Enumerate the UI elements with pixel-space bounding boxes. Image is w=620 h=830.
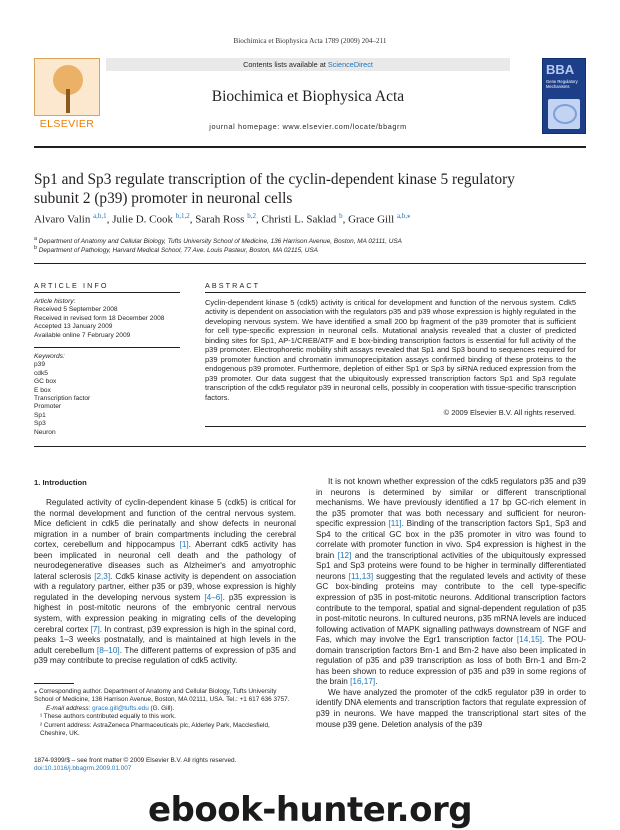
affiliation-a-text: Department of Anatomy and Cellular Biology, Tufts University School of Medicine, 136 Harrison Avenue, Boston, MA 02111, USA bbox=[38, 238, 402, 246]
author-name: Grace Gill bbox=[348, 213, 395, 226]
header-rule bbox=[34, 263, 586, 264]
abstract-heading: ABSTRACT bbox=[205, 281, 261, 290]
masthead-center bbox=[106, 58, 510, 134]
article-title-line-1: Sp1 and Sp3 regulate transcription of the cyclin-dependent kinase 5 regulatory bbox=[34, 171, 515, 188]
doi-link[interactable]: doi:10.1016/j.bbagrm.2009.01.007 bbox=[34, 765, 132, 773]
affiliation-b-marker: b bbox=[34, 245, 37, 251]
issn-block bbox=[34, 757, 296, 774]
author-separator: , bbox=[342, 213, 349, 226]
intro-paragraph-2 bbox=[316, 477, 586, 686]
keyword-item: E box bbox=[34, 386, 51, 394]
author-name: Julie D. Cook bbox=[112, 213, 173, 226]
paragraph-text: It is not known whether expression of the cdk5 regulators p35 and p39 in neurons is determined by similar or different transcriptional mechanisms. We have previously identified a 17 bp GC-rich element in the p35 promoter that was both necessary and sufficient for neuron-specific expression bbox=[316, 477, 586, 529]
keyword-item: Sp3 bbox=[34, 420, 46, 428]
paragraph-text: . Cdk5 kinase activity is dependent on association with a regulatory partner, either p35 or p39, whose expression is highly regulated in the developing nervous system bbox=[34, 571, 296, 602]
paragraph-text: Regulated activity of cyclin-dependent kinase 5 (cdk5) is critical for the normal development and function of the central nervous system. Mice deficient in cdk5 die perinatally and show defects in neuronal migration in a number of brain compartments including the cerebral cortex, cerebellum and hippocampus bbox=[34, 498, 296, 550]
paragraph-text: . The POU-domain transcription factors Brn-1 and Brn-2 have also been implicated in regulation of p35 and p39 transcription as loss of both Brn-1 and Brn-2 has been shown to reduce expression of p35 and p39 in some regions of the brain bbox=[316, 635, 586, 687]
history-revised: Received in revised form 18 December 2008 bbox=[34, 314, 165, 322]
corresponding-author-note: ⁎ Corresponding author. Department of Anatomy and Cellular Biology, Tufts University School of Medicine, 136 Harrison Avenue, Boston, MA 02111, USA. Tel.: +1 617 636 3757. bbox=[34, 688, 290, 704]
intro-left-column bbox=[34, 498, 296, 667]
email-label: E-mail address: bbox=[46, 704, 93, 712]
cover-bba: BBA bbox=[546, 62, 575, 77]
affiliation-a bbox=[34, 236, 594, 245]
abstract-rule bbox=[205, 292, 586, 293]
email-note bbox=[34, 705, 296, 713]
author-affiliation-marker[interactable]: a,b,⁎ bbox=[396, 212, 411, 220]
journal-homepage[interactable]: journal homepage: www.elsevier.com/locate/bbagrm bbox=[209, 122, 407, 131]
history-received: Received 5 September 2008 bbox=[34, 306, 118, 314]
contents-prefix: Contents lists available at bbox=[243, 60, 328, 69]
author-separator: , bbox=[106, 213, 113, 226]
keyword-item: Promoter bbox=[34, 403, 62, 411]
author-name: Christi L. Saklad bbox=[261, 213, 337, 226]
intro-paragraph-1 bbox=[34, 498, 296, 665]
author-separator: , bbox=[189, 213, 196, 226]
abstract-bottom-rule bbox=[205, 426, 586, 427]
paragraph-text: . p35 expression is highest in post-mitotic neurons of the embryonic central nervous system, with expression peaking in migrating cells of the developing cerebral cortex bbox=[34, 592, 296, 634]
paragraph-text: suggesting that the regulated levels and activity of these GC box-binding proteins may contribute to the cell type-specific expression of p35 in post-mitotic neurons. Additional transcription factors contribute to the temporal, spatial and signal-dependent regulation of p35 in post-mitotic neurons. In cultured neurons, p35 mRNA levels are induced following activation of MAPK signalling pathways downstream of NGF and Fas, which may involve the Egr1 transcription factor bbox=[316, 571, 586, 645]
journal-cover-thumbnail[interactable] bbox=[542, 58, 586, 134]
citation-link[interactable]: [1] bbox=[179, 540, 189, 550]
citation-link[interactable]: [12] bbox=[337, 550, 352, 560]
article-info-rule bbox=[34, 292, 180, 293]
keyword-item: p39 bbox=[34, 361, 46, 369]
author-affiliation-marker[interactable]: b,1,2 bbox=[175, 212, 190, 220]
citation-link[interactable]: [11] bbox=[388, 519, 402, 529]
article-history bbox=[34, 298, 180, 340]
author-separator: , bbox=[255, 213, 262, 226]
masthead-rule bbox=[34, 146, 586, 148]
front-matter-rule bbox=[34, 446, 586, 447]
keyword-item: GC box bbox=[34, 378, 57, 386]
citation-link[interactable]: [7] bbox=[90, 624, 100, 634]
keyword-item: Neuron bbox=[34, 428, 56, 436]
citation-link[interactable]: [14,15] bbox=[516, 635, 542, 645]
affiliation-b-text: Department of Pathology, Harvard Medical School, 77 Ave. Louis Pasteur, Boston, MA 02115, USA bbox=[38, 247, 318, 255]
citation-link[interactable]: [4–6] bbox=[204, 592, 223, 602]
affiliation-a-marker: a bbox=[34, 236, 37, 242]
introduction-heading: 1. Introduction bbox=[34, 478, 87, 487]
email-link[interactable]: grace.gill@tufts.edu bbox=[92, 704, 149, 712]
history-online: Available online 7 February 2009 bbox=[34, 331, 131, 339]
keywords-label: Keywords: bbox=[34, 353, 65, 360]
citation-link[interactable]: [2,3] bbox=[94, 571, 111, 581]
journal-title: Biochimica et Biophysica Acta bbox=[211, 88, 405, 105]
affiliation-b bbox=[34, 245, 594, 254]
email-suffix: (G. Gill). bbox=[148, 704, 175, 712]
article-title-line-2: subunit 2 (p39) promoter in neuronal cells bbox=[34, 190, 293, 207]
article-info-heading: ARTICLE INFO bbox=[34, 281, 109, 290]
author-affiliation-marker[interactable]: b bbox=[339, 212, 343, 220]
history-rule bbox=[34, 347, 180, 348]
article-title bbox=[34, 170, 594, 208]
cover-subtitle: Gene Regulatory Mechanisms bbox=[546, 79, 578, 89]
paragraph-text: . Aberrant cdk5 activity has been implicated in neuronal cell death and the pathology of neurodegenerative diseases such as Alzheimer's and amyotrophic lateral sclerosis bbox=[34, 540, 296, 581]
sciencedirect-link[interactable]: ScienceDirect bbox=[327, 60, 373, 69]
footnotes bbox=[34, 688, 296, 738]
intro-right-column bbox=[316, 477, 586, 730]
author-affiliation-marker[interactable]: a,b,1 bbox=[93, 212, 107, 220]
citation-link[interactable]: [8–10] bbox=[96, 645, 120, 655]
abstract-copyright: © 2009 Elsevier B.V. All rights reserved. bbox=[443, 408, 576, 417]
keyword-item: Transcription factor bbox=[34, 395, 91, 403]
cover-art-icon bbox=[548, 99, 580, 129]
journal-masthead bbox=[34, 58, 586, 138]
watermark: ebook-hunter.org bbox=[148, 790, 473, 830]
abstract-text: Cyclin-dependent kinase 5 (cdk5) activity is critical for development and function of the nervous system. Cdk5 activity is dependent on association with the regulators p35 and p39 whose expression is highly regulated in the developing nervous system. We have identified a small 200 bp fragment of the p39 promoter that is sufficient for cell type-specific expression in neuronal cells. Mutational analysis revealed that a cluster of predicted binding sites for Sp1, AP-1/CREB/ATF and E box-binding transcription factors is essential for full activity of the p39 promoter. Electrophoretic mobility shift assays revealed that Sp1 and Sp3 bound to sequences required for p39 promoter function and chromatin immunoprecipitation assays confirmed binding of these proteins to the endogenous p39 promoter. Furthermore, depletion of either Sp1 or Sp3 by siRNA reduced expression from the p39 promoter. Our data suggest that the ubiquitously expressed transcription factors Sp1 and Sp3 regulate transcription of the cdk5 regulator p39 in neuronal cells, possibly in cooperation with tissue-specific transcription factors. bbox=[205, 298, 576, 402]
author-name: Sarah Ross bbox=[195, 213, 245, 226]
footnote-rule bbox=[34, 683, 74, 684]
keyword-item: cdk5 bbox=[34, 369, 48, 377]
journal-citation: Biochimica et Biophysica Acta 1789 (2009) 204–211 bbox=[233, 37, 387, 45]
history-label: Article history: bbox=[34, 298, 76, 305]
intro-paragraph-3: We have analyzed the promoter of the cdk5 regulator p39 in order to identify DNA elements and transcription factors that regulate expression of p39 in neurons. We have mapped the transcriptional start sites of the mouse p39 gene. Deletion analysis of the p39 bbox=[316, 687, 586, 729]
citation-link[interactable]: [16,17] bbox=[350, 677, 376, 687]
keyword-item: Sp1 bbox=[34, 411, 46, 419]
paragraph-text: and the transcriptional activities of the ubiquitously expressed Sp1 and Sp3 proteins were found to be higher in terminally differentiated neurons bbox=[316, 550, 586, 581]
author-affiliation-marker[interactable]: b,2 bbox=[247, 212, 256, 220]
elsevier-logo[interactable] bbox=[34, 58, 100, 134]
history-accepted: Accepted 13 January 2009 bbox=[34, 323, 113, 331]
paragraph-text: . In contrast, p39 expression is high in the spinal cord, peaks 1–3 weeks postnatally, and is maintained at high levels in the adult cerebellum bbox=[34, 624, 296, 655]
author-list bbox=[34, 212, 594, 226]
author-name: Alvaro Valin bbox=[34, 213, 91, 226]
contents-bar bbox=[106, 58, 510, 71]
keywords-block bbox=[34, 353, 180, 437]
citation-link[interactable]: [11,13] bbox=[348, 571, 374, 581]
footnote-1: ¹ These authors contributed equally to this work. bbox=[40, 713, 176, 721]
publisher-name: ELSEVIER bbox=[39, 118, 95, 130]
footnote-2: ² Current address: AstraZeneca Pharmaceuticals plc, Alderley Park, Macclesfield, Cheshire, UK. bbox=[40, 721, 270, 738]
paragraph-text: . bbox=[375, 677, 378, 687]
paragraph-text: . The different patterns of expression of p35 and p39 may contribute to precise regulation of cdk5 activity. bbox=[34, 645, 296, 666]
elsevier-tree-icon bbox=[34, 58, 100, 116]
paragraph-text: . Binding of the transcription factors Sp1, Sp3 and Sp4 to the critical GC box in the p35 promoter in vitro was found to correlate with promoter function in vivo. Sp4 expression is highest in the brain bbox=[316, 519, 586, 560]
issn-line: 1874-9399/$ – see front matter © 2009 Elsevier B.V. All rights reserved. bbox=[34, 757, 237, 764]
